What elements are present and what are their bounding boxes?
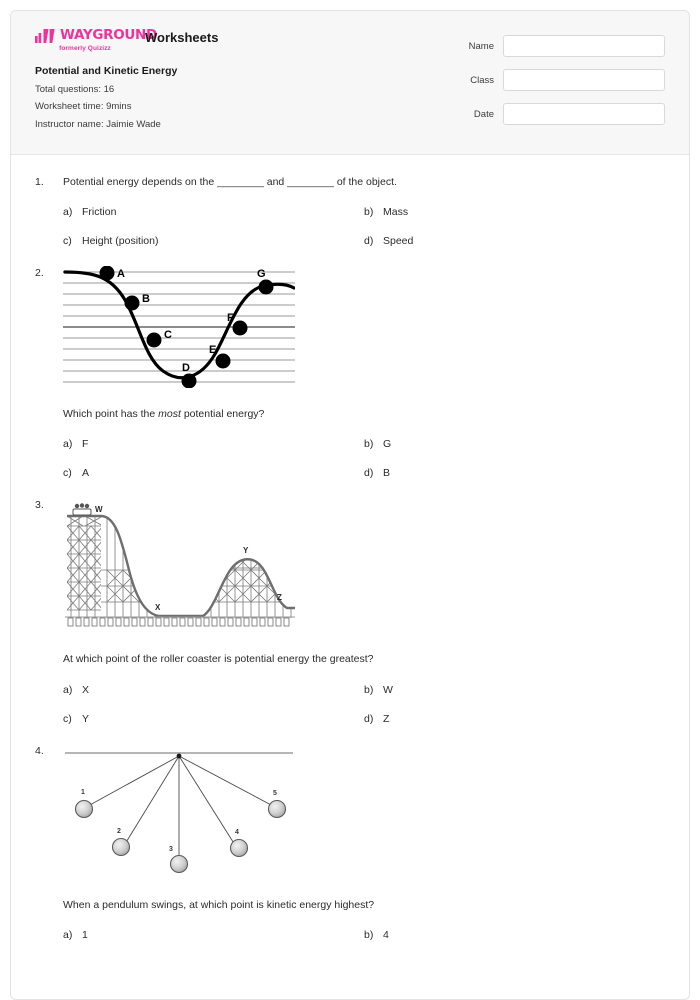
student-fields: [430, 35, 665, 137]
question-2-number: 2.: [35, 267, 44, 280]
question-2: [35, 266, 665, 496]
question-3: [35, 498, 665, 741]
question-3-option-b[interactable]: [364, 684, 665, 696]
option-key: c): [63, 712, 72, 725]
pendulum-label-1: 1: [81, 788, 85, 796]
question-3-number: 3.: [35, 499, 44, 512]
pendulum-bob-5: [269, 800, 286, 817]
option-label: G: [383, 438, 392, 451]
option-key: a): [63, 438, 73, 451]
option-label: 4: [383, 928, 389, 941]
field-row-date: [430, 103, 665, 125]
option-label: X: [82, 683, 90, 696]
option-key: d): [364, 235, 374, 248]
question-4-text: When a pendulum swings, at which point is kinetic energy highest?: [63, 898, 375, 911]
question-4: [35, 744, 665, 958]
point-b-dot: [125, 296, 140, 311]
question-3-text: At which point of the roller coaster is potential energy the greatest?: [63, 653, 374, 666]
point-d-label: D: [182, 362, 190, 375]
option-key: b): [364, 206, 374, 219]
pendulum-diagram: [63, 744, 295, 879]
coaster-point-w-label: W: [95, 505, 103, 515]
option-label: Y: [82, 712, 90, 725]
question-1-options: [63, 206, 665, 264]
date-input[interactable]: [503, 103, 665, 125]
wayground-logo: [35, 27, 157, 52]
option-key: a): [63, 206, 73, 219]
option-key: c): [63, 235, 72, 248]
option-key: d): [364, 712, 374, 725]
option-key: a): [63, 928, 73, 941]
wayground-logo-text: WAYGROUND: [60, 27, 157, 44]
question-3-option-d[interactable]: [364, 713, 665, 725]
question-2-text-pre: Which point has the: [63, 408, 159, 421]
question-1-option-a[interactable]: [63, 206, 364, 218]
question-2-text-post: potential energy?: [180, 408, 265, 421]
point-f-dot: [233, 321, 248, 336]
option-label: A: [82, 467, 90, 480]
questions-container: [11, 155, 689, 958]
field-row-class: [430, 69, 665, 91]
question-4-option-b[interactable]: [364, 929, 665, 941]
question-2-option-a[interactable]: [63, 438, 364, 450]
pendulum-label-5: 5: [273, 789, 277, 797]
point-g-dot: [259, 280, 274, 295]
worksheet-page: [10, 10, 690, 1000]
question-3-figure: [63, 498, 665, 638]
field-row-name: [430, 35, 665, 57]
pendulum-label-2: 2: [117, 827, 121, 835]
option-key: b): [364, 928, 374, 941]
point-c-label: C: [164, 329, 172, 342]
option-label: Friction: [82, 206, 117, 219]
question-4-option-a[interactable]: [63, 929, 364, 941]
coaster-point-x-label: X: [155, 603, 161, 613]
question-1-option-c[interactable]: [63, 235, 364, 247]
pendulum-bob-3: [171, 855, 188, 872]
wayground-logo-mark: [35, 29, 57, 43]
option-label: Mass: [383, 206, 409, 219]
coaster-track-supports: [101, 498, 295, 623]
question-1-text: Potential energy depends on the ________ and ________ of the object.: [63, 176, 397, 188]
question-2-figure: [63, 266, 665, 393]
product-title: Worksheets: [145, 29, 219, 45]
question-4-options: [63, 929, 665, 958]
name-label: Name: [468, 40, 494, 52]
question-2-text-emphasis: most: [158, 408, 181, 421]
coaster-left-tower-lattice: [67, 508, 103, 623]
instructor-name: Instructor name: Jaimie Wade: [35, 118, 161, 130]
pendulum-bob-4: [231, 839, 248, 856]
question-3-options: [63, 684, 665, 742]
question-1-option-b[interactable]: [364, 206, 665, 218]
valley-curve-diagram: [63, 266, 295, 388]
point-d-dot: [182, 374, 197, 389]
pendulum-bob-2: [113, 838, 130, 855]
option-key: b): [364, 438, 374, 451]
question-3-option-c[interactable]: [63, 713, 364, 725]
point-f-label: F: [227, 312, 234, 325]
coaster-point-y-label: Y: [243, 546, 249, 556]
point-e-dot: [216, 354, 231, 369]
point-a-dot: [100, 266, 115, 281]
worksheet-title: Potential and Kinetic Energy: [35, 65, 178, 77]
question-4-number: 4.: [35, 744, 44, 757]
worksheet-header: [11, 11, 689, 155]
coaster-track-path: [67, 516, 295, 616]
pendulum-label-3: 3: [169, 845, 173, 853]
date-label: Date: [473, 108, 494, 120]
total-questions: Total questions: 16: [35, 84, 115, 95]
pendulum-pivot: [177, 753, 182, 758]
option-label: 1: [82, 928, 88, 941]
option-key: b): [364, 683, 374, 696]
option-label: Speed: [383, 235, 414, 248]
pendulum-bobs: [76, 800, 286, 872]
option-label: Z: [383, 712, 390, 725]
wayground-logo-subtitle: formerly Quizizz: [59, 45, 111, 52]
coaster-cart-icon: [73, 504, 91, 516]
point-a-label: A: [117, 268, 125, 281]
question-1-number: 1.: [35, 176, 44, 188]
question-2-option-d[interactable]: [364, 467, 665, 479]
question-2-option-b[interactable]: [364, 438, 665, 450]
roller-coaster-diagram: [63, 498, 295, 633]
point-e-label: E: [209, 344, 217, 357]
question-4-figure: [63, 744, 665, 884]
question-2-options: [63, 438, 665, 496]
question-1-option-d[interactable]: [364, 235, 665, 247]
option-label: F: [82, 438, 89, 451]
pendulum-label-4: 4: [235, 828, 239, 836]
option-key: d): [364, 467, 374, 480]
class-input[interactable]: [503, 69, 665, 91]
option-label: W: [383, 683, 393, 696]
question-2-text: [63, 407, 665, 422]
point-g-label: G: [257, 268, 266, 281]
question-2-option-c[interactable]: [63, 467, 364, 479]
point-b-label: B: [142, 293, 150, 306]
coaster-footings: [68, 618, 289, 626]
option-key: c): [63, 467, 72, 480]
point-c-dot: [147, 333, 162, 348]
worksheet-time: Worksheet time: 9mins: [35, 101, 132, 113]
name-input[interactable]: [503, 35, 665, 57]
option-label: Height (position): [82, 235, 159, 248]
pendulum-bob-1: [76, 800, 93, 817]
question-3-option-a[interactable]: [63, 684, 364, 696]
question-1: [35, 175, 665, 264]
option-label: B: [383, 467, 391, 480]
coaster-point-z-label: Z: [277, 593, 282, 603]
class-label: Class: [470, 74, 494, 86]
option-key: a): [63, 683, 73, 696]
